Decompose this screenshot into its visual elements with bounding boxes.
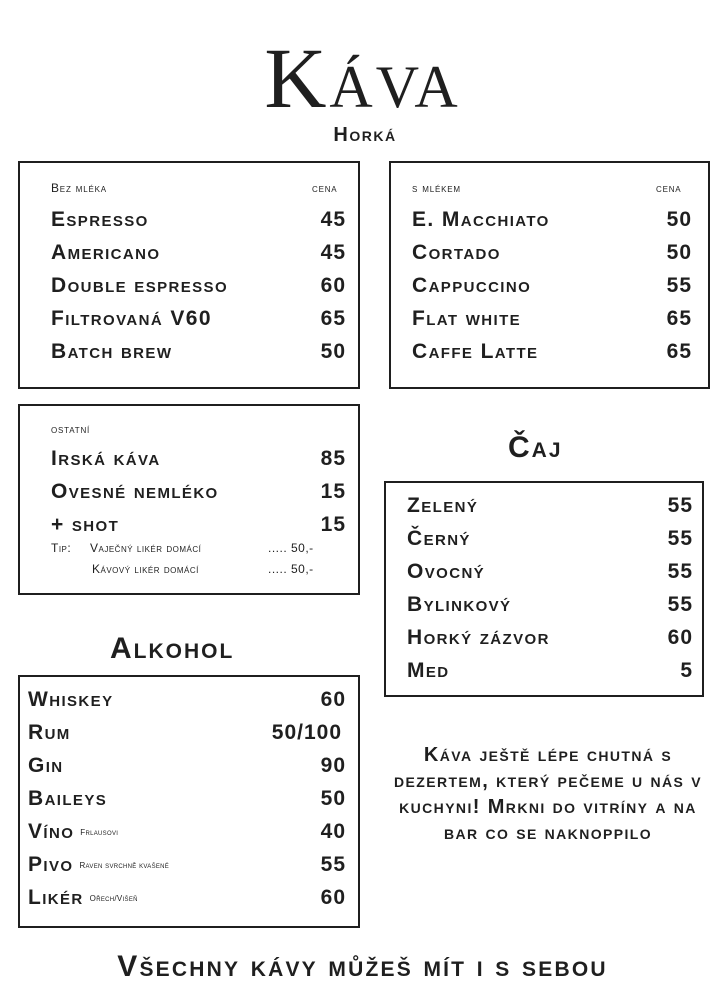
price-header: cena <box>312 181 338 195</box>
menu-item-price: 50 <box>320 340 346 363</box>
menu-item-price: 50 <box>666 241 692 264</box>
menu-item-name <box>28 754 64 778</box>
menu-item-price: 55 <box>320 853 346 876</box>
menu-item-name: E. Macchiato <box>412 208 550 231</box>
drink-name: Víno <box>28 820 75 843</box>
menu-item-name: Americano <box>51 241 161 264</box>
drink-name: Rum <box>28 721 71 744</box>
menu-item-name: Batch brew <box>51 340 173 363</box>
menu-item-name <box>28 820 118 844</box>
menu-item-price: 50 <box>666 208 692 231</box>
tip-item-name: Vaječný likér domácí <box>90 541 202 555</box>
menu-item-name: Ovesné nemléko <box>51 480 219 503</box>
menu-item-name: Irská káva <box>51 447 161 470</box>
caj-title: Čaj <box>508 431 563 464</box>
drink-note: Raven svrchně kvašené <box>79 860 170 870</box>
s-mlekem-box <box>389 161 710 389</box>
menu-item-price: 50/100 <box>271 721 342 744</box>
menu-item-price: 55 <box>667 527 693 550</box>
drink-name: Gin <box>28 754 64 777</box>
menu-item-price: 85 <box>320 447 346 470</box>
menu-item-price: 55 <box>666 274 692 297</box>
menu-item-name: Flat white <box>412 307 522 330</box>
menu-item-name: Horký zázvor <box>407 626 550 649</box>
menu-item-name: Černý <box>407 527 471 550</box>
menu-item-price: 55 <box>667 494 693 517</box>
alkohol-title: Alkohol <box>110 632 235 665</box>
caj-box <box>384 481 704 697</box>
drink-note: Ořech/Višeň <box>89 893 138 903</box>
menu-item-name: Caffe Latte <box>412 340 539 363</box>
tip-label: Tip: <box>51 541 72 555</box>
menu-item-name: Double espresso <box>51 274 229 297</box>
drink-note: Frlausovi <box>80 827 119 837</box>
menu-item-price: 65 <box>666 340 692 363</box>
menu-item-price: 50 <box>320 787 346 810</box>
menu-item-price: 65 <box>666 307 692 330</box>
menu-item-name <box>28 688 113 712</box>
menu-item-price: 60 <box>320 886 346 909</box>
menu-item-name: Espresso <box>51 208 149 231</box>
menu-item-price: 45 <box>320 241 346 264</box>
section-label: s mlékem <box>412 181 461 195</box>
menu-item-name <box>28 886 138 910</box>
menu-item-price: 90 <box>320 754 346 777</box>
menu-item-price: 15 <box>320 480 346 503</box>
menu-item-name: Zelený <box>407 494 479 517</box>
bez-mleka-box <box>18 161 360 389</box>
menu-item-name: Cortado <box>412 241 501 264</box>
menu-item-price: 60 <box>320 274 346 297</box>
drink-name: Pivo <box>28 853 74 876</box>
page-title: Káva <box>264 30 461 126</box>
drink-name: Whiskey <box>28 688 114 711</box>
menu-item-name: Bylinkový <box>407 593 512 616</box>
menu-item-price: 55 <box>667 560 693 583</box>
menu-item-price: 15 <box>320 513 346 536</box>
menu-item-name <box>28 787 107 811</box>
menu-item-name <box>28 853 169 877</box>
menu-item-price: 55 <box>667 593 693 616</box>
menu-item-name <box>28 721 71 745</box>
section-label: Bez mléka <box>51 181 107 195</box>
menu-item-price: 5 <box>680 659 693 682</box>
dessert-blurb: Káva ještě lépe chutná s dezertem, který pečeme u nás v kuchyni! Mrkni do vitríny a na bar co se naknoppilo <box>394 744 702 844</box>
tip-item-name: Kávový likér domácí <box>92 562 199 576</box>
section-label: ostatní <box>51 422 91 436</box>
drink-name: Likér <box>28 886 84 909</box>
tip-item-price: ..... 50,- <box>268 541 314 555</box>
menu-item-price: 60 <box>667 626 693 649</box>
menu-item-price: 60 <box>320 688 346 711</box>
menu-item-name: Med <box>407 659 450 682</box>
footer-note: Všechny kávy můžeš mít i s sebou <box>117 950 608 983</box>
drink-name: Baileys <box>28 787 108 810</box>
menu-item-price: 40 <box>320 820 346 843</box>
ostatni-box <box>18 404 360 595</box>
menu-item-name: Filtrovaná V60 <box>51 307 212 330</box>
page-subtitle: Horká <box>333 124 397 146</box>
price-header: cena <box>656 181 682 195</box>
menu-item-name: + shot <box>51 513 120 536</box>
tip-item-price: ..... 50,- <box>268 562 314 576</box>
menu-item-price: 45 <box>320 208 346 231</box>
menu-item-price: 65 <box>320 307 346 330</box>
menu-item-name: Ovocný <box>407 560 486 583</box>
alkohol-box <box>18 675 360 928</box>
menu-item-name: Cappuccino <box>412 274 532 297</box>
